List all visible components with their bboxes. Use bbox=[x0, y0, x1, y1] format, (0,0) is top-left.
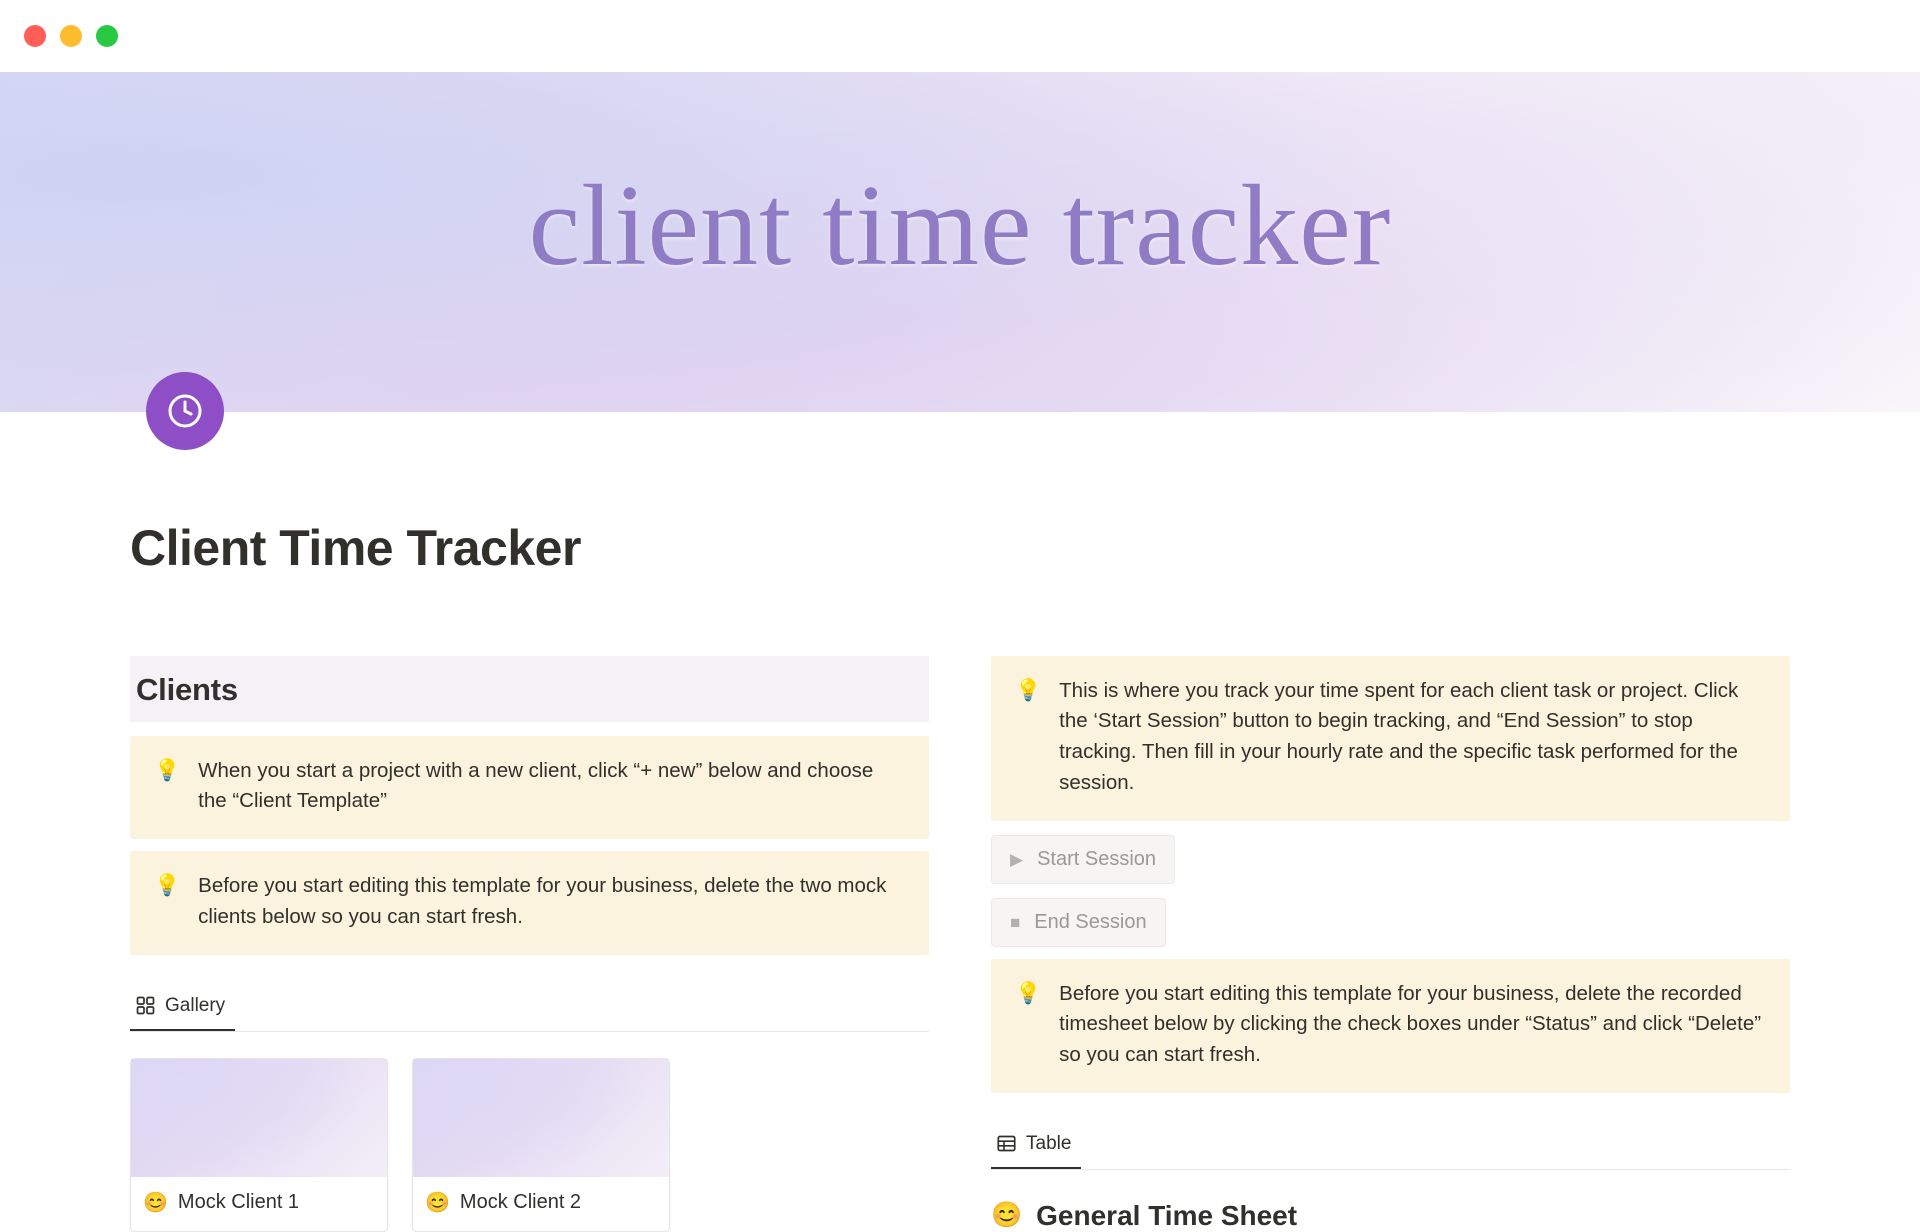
callout-text: When you start a project with a new client, click “+ new” below and choose the “Client Template” bbox=[198, 758, 874, 813]
play-icon: ▶ bbox=[1010, 849, 1024, 869]
page-body bbox=[0, 520, 1920, 1232]
card-title: Mock Client 2 bbox=[459, 1190, 582, 1213]
minimize-window-button[interactable] bbox=[60, 25, 82, 47]
client-emoji-icon: 😊 bbox=[143, 1191, 168, 1214]
zoom-window-button[interactable] bbox=[96, 25, 118, 47]
session-buttons bbox=[991, 821, 1790, 884]
lightbulb-icon: 💡 bbox=[154, 758, 181, 782]
lightbulb-icon: 💡 bbox=[1015, 981, 1042, 1005]
database-title-text: General Time Sheet bbox=[1036, 1199, 1298, 1231]
callout-delete-mock-clients bbox=[130, 851, 929, 955]
tab-label: Gallery bbox=[165, 994, 226, 1016]
window-title-bar bbox=[0, 0, 1920, 72]
card-cover-image bbox=[131, 1059, 387, 1177]
tab-table[interactable] bbox=[991, 1127, 1081, 1169]
page-cover-image bbox=[0, 72, 1920, 412]
card-label bbox=[131, 1177, 387, 1231]
lightbulb-icon: 💡 bbox=[154, 874, 181, 897]
smiley-icon: 😊 bbox=[991, 1201, 1023, 1230]
tab-gallery[interactable] bbox=[130, 989, 235, 1031]
clients-column bbox=[130, 656, 929, 1232]
tab-label: Table bbox=[1026, 1132, 1072, 1154]
start-session-button[interactable] bbox=[991, 835, 1175, 884]
callout-text: Before you start editing this template for your business, delete the recorded timesheet below by clicking the check boxes under “Status” and click “Delete” so you can start fresh. bbox=[1059, 981, 1762, 1066]
end-session-button[interactable] bbox=[991, 898, 1166, 947]
page-title: Client Time Tracker bbox=[130, 520, 581, 576]
table-view-icon bbox=[997, 1134, 1016, 1153]
clients-heading: Clients bbox=[130, 656, 929, 722]
button-label: Start Session bbox=[1037, 847, 1157, 870]
two-column-layout bbox=[130, 656, 1790, 1232]
callout-text: This is where you track your time spent for each client task or project. Click the ‘Start Session” button to begin tracking, and “End Session” to stop tracking. Then fill in your hourly rate and the specific task performed for the session. bbox=[1059, 678, 1739, 794]
callout-text: Before you start editing this template for your business, delete the two mock clients below so you can start fresh. bbox=[198, 874, 887, 928]
time-tracking-column bbox=[991, 656, 1790, 1232]
card-cover-image bbox=[413, 1059, 669, 1177]
gallery-card[interactable] bbox=[130, 1058, 388, 1232]
clock-icon[interactable] bbox=[146, 372, 224, 450]
callout-tracking-instructions bbox=[991, 656, 1790, 821]
close-window-button[interactable] bbox=[24, 25, 46, 47]
gallery-view-icon bbox=[136, 996, 155, 1015]
lightbulb-icon: 💡 bbox=[1015, 678, 1042, 702]
stop-icon: ■ bbox=[1010, 912, 1021, 932]
session-buttons-secondary bbox=[991, 884, 1790, 947]
cover-title-text: client time tracker bbox=[528, 162, 1392, 290]
gallery-card[interactable] bbox=[412, 1058, 670, 1232]
callout-delete-timesheet bbox=[991, 959, 1790, 1093]
callout-new-client bbox=[130, 736, 929, 840]
card-label bbox=[413, 1177, 669, 1231]
clients-gallery bbox=[130, 1058, 929, 1232]
button-label: End Session bbox=[1034, 910, 1147, 933]
timesheet-view-tab-bar bbox=[991, 1093, 1790, 1170]
client-emoji-icon: 😊 bbox=[425, 1191, 450, 1214]
traffic-lights bbox=[24, 25, 118, 47]
card-title: Mock Client 1 bbox=[177, 1190, 300, 1213]
database-title[interactable] bbox=[991, 1200, 1790, 1232]
clients-view-tab-bar bbox=[130, 955, 929, 1032]
